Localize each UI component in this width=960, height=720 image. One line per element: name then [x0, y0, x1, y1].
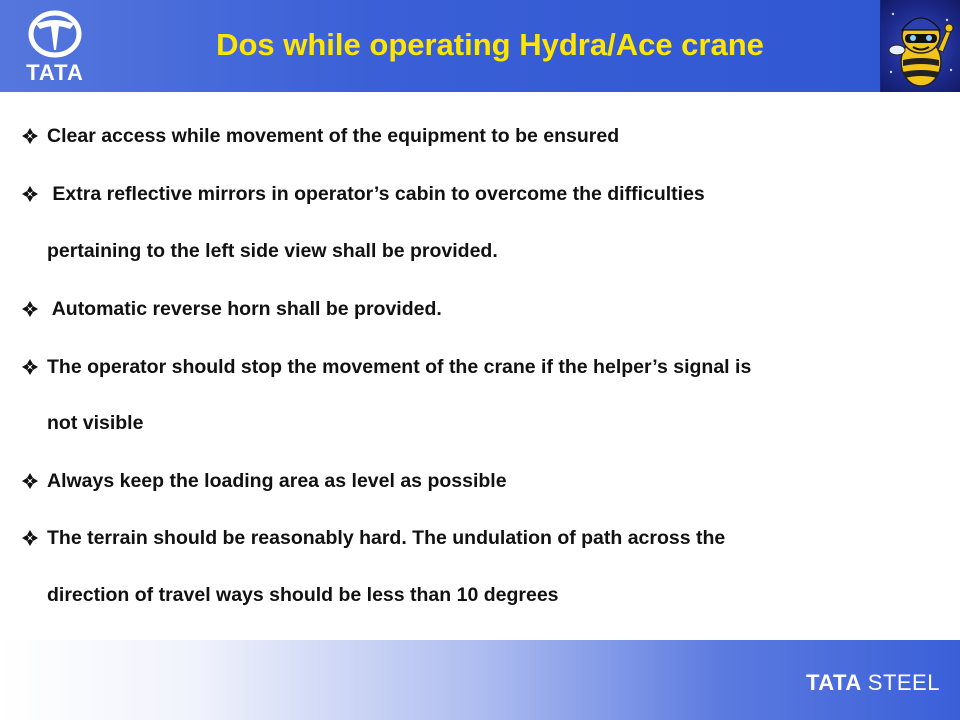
list-item-continuation	[0, 580, 960, 610]
bullet-text: Always keep the loading area as level as possible	[47, 470, 507, 492]
bullet-text: The terrain should be reasonably hard. The undulation of path across the	[47, 527, 726, 549]
diamond-bullet-icon	[22, 128, 38, 144]
diamond-bullet-icon	[22, 186, 38, 202]
list-item	[0, 294, 960, 324]
tata-logo	[14, 10, 96, 85]
diamond-bullet-icon	[22, 530, 38, 546]
bullet-list	[0, 92, 960, 640]
footer-brand-part1: TATA	[806, 670, 862, 695]
bullet-text: Clear access while movement of the equipment to be ensured	[47, 125, 620, 147]
mascot-illustration-icon	[880, 0, 960, 92]
tata-steel-logo	[806, 671, 940, 695]
list-item	[0, 352, 960, 382]
list-item	[0, 179, 960, 209]
page-title: Dos while operating Hydra/Ace crane	[216, 27, 764, 62]
list-item-continuation	[0, 408, 960, 438]
bullet-text-continuation: pertaining to the left side view shall be provided.	[47, 240, 498, 262]
bullet-text: Automatic reverse horn shall be provided.	[47, 298, 442, 320]
footer-bar	[0, 640, 960, 720]
list-item	[0, 121, 960, 151]
tata-wordmark: TATA	[26, 60, 84, 85]
list-item	[0, 466, 960, 496]
diamond-bullet-icon	[22, 301, 38, 317]
bullet-text-continuation: not visible	[47, 412, 144, 434]
list-item-continuation	[0, 236, 960, 266]
diamond-bullet-icon	[22, 359, 38, 375]
list-item	[0, 523, 960, 553]
diamond-bullet-icon	[22, 473, 38, 489]
footer-brand-part2: STEEL	[867, 670, 940, 695]
tata-emblem-icon	[14, 10, 96, 60]
header-bar	[0, 0, 960, 92]
bullet-text: Extra reflective mirrors in operator’s cabin to overcome the difficulties	[47, 183, 705, 205]
bullet-text-continuation: direction of travel ways should be less than 10 degrees	[47, 584, 559, 606]
bullet-text: The operator should stop the movement of the crane if the helper’s signal is	[47, 356, 752, 378]
